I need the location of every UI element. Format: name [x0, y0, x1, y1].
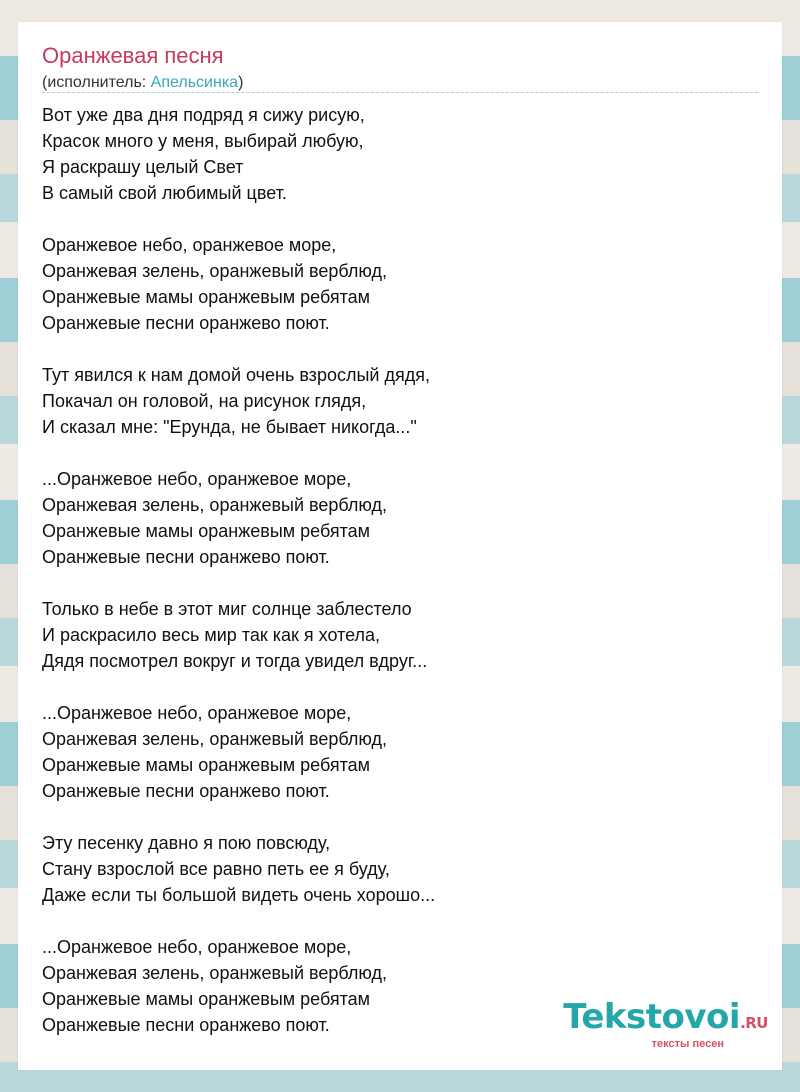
lyrics-line: И сказал мне: "Ерунда, не бывает никогда..." [42, 417, 417, 437]
lyrics-line: ...Оранжевое небо, оранжевое море, [42, 703, 352, 723]
logo-tld: .RU [740, 1014, 768, 1032]
artist-suffix: ) [238, 74, 244, 91]
lyrics-line: Покачал он головой, на рисунок глядя, [42, 391, 367, 411]
lyrics-stanza [42, 830, 758, 908]
artist-line [42, 72, 243, 94]
lyrics-card [18, 22, 782, 1070]
lyrics-line: Оранжевые мамы оранжевым ребятам [42, 755, 371, 775]
lyrics-line: Оранжевые песни оранжево поют. [42, 313, 330, 333]
lyrics-line: Оранжевые песни оранжево поют. [42, 1015, 330, 1035]
lyrics-line: Даже если ты большой видеть очень хорошо... [42, 885, 436, 905]
lyrics-stanza [42, 232, 758, 336]
logo-tagline: тексты песен [651, 1038, 724, 1050]
lyrics-line: ...Оранжевое небо, оранжевое море, [42, 469, 352, 489]
lyrics-stanza [42, 102, 758, 206]
lyrics-line: И раскрасило весь мир так как я хотела, [42, 625, 381, 645]
lyrics-line: Оранжевая зелень, оранжевый верблюд, [42, 495, 388, 515]
lyrics-stanza [42, 362, 758, 440]
lyrics-line: Красок много у меня, выбирай любую, [42, 131, 364, 151]
lyrics-stanza [42, 700, 758, 804]
lyrics-line: Эту песенку давно я пою повсюду, [42, 833, 331, 853]
lyrics-line: Оранжевая зелень, оранжевый верблюд, [42, 729, 388, 749]
site-logo[interactable] [563, 997, 768, 1050]
lyrics-line: Оранжевая зелень, оранжевый верблюд, [42, 261, 388, 281]
logo-name: Tekstovoi [563, 997, 741, 1037]
lyrics-stanza [42, 596, 758, 674]
lyrics-line: ...Оранжевое небо, оранжевое море, [42, 937, 352, 957]
lyrics-stanza [42, 466, 758, 570]
lyrics-line: Стану взрослой все равно петь ее я буду, [42, 859, 390, 879]
title-divider [42, 92, 758, 93]
lyrics-line: Оранжевые мамы оранжевым ребятам [42, 989, 371, 1009]
lyrics-line: Только в небе в этот миг солнце заблестело [42, 599, 412, 619]
artist-link[interactable]: Апельсинка [150, 74, 239, 91]
song-title: Оранжевая песня [42, 43, 224, 68]
lyrics-line: Оранжевые мамы оранжевым ребятам [42, 521, 371, 541]
lyrics-line: Оранжевые песни оранжево поют. [42, 547, 330, 567]
lyrics-line: В самый свой любимый цвет. [42, 183, 287, 203]
lyrics-line: Оранжевые мамы оранжевым ребятам [42, 287, 371, 307]
lyrics-line: Тут явился к нам домой очень взрослый дядя, [42, 365, 430, 385]
artist-prefix: (исполнитель: [42, 74, 151, 91]
lyrics-body [42, 102, 758, 1064]
lyrics-line: Дядя посмотрел вокруг и тогда увидел вдруг... [42, 651, 428, 671]
lyrics-line: Оранжевые песни оранжево поют. [42, 781, 330, 801]
lyrics-line: Оранжевая зелень, оранжевый верблюд, [42, 963, 388, 983]
lyrics-line: Я раскрашу целый Свет [42, 157, 244, 177]
lyrics-line: Вот уже два дня подряд я сижу рисую, [42, 105, 365, 125]
logo-wordmark [563, 997, 768, 1040]
lyrics-line: Оранжевое небо, оранжевое море, [42, 235, 337, 255]
